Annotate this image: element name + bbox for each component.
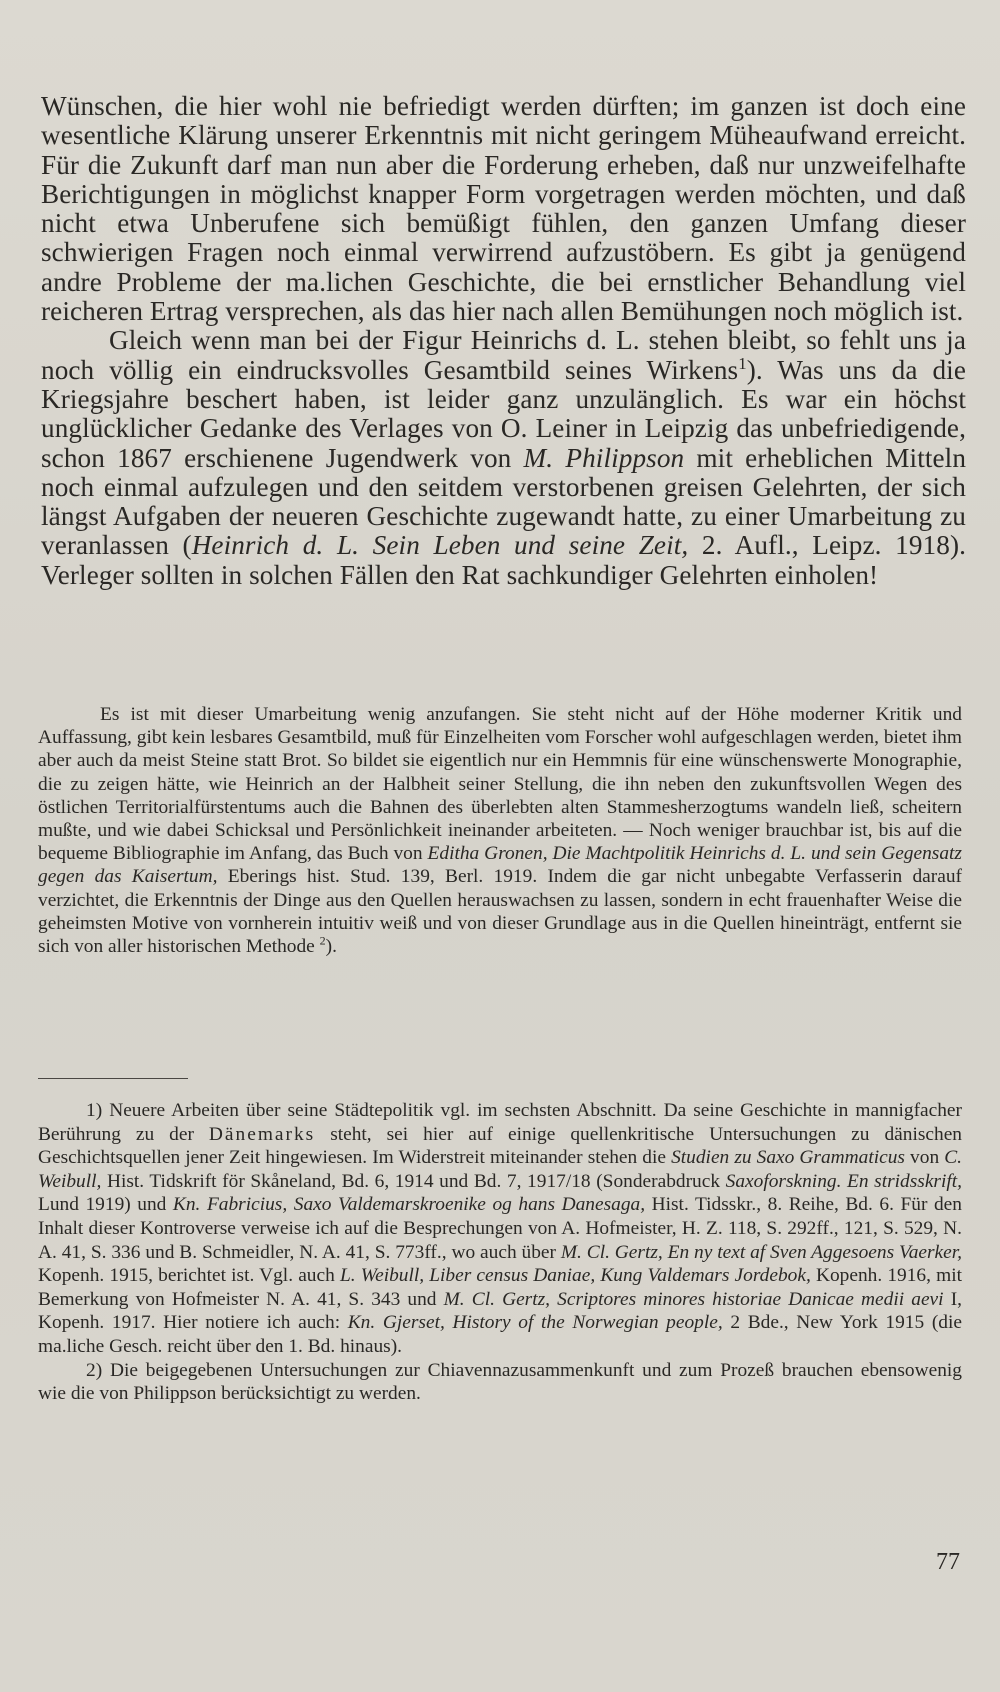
small-text-b: Eberings hist. Stud. 139, Berl. 1919. Indem die gar nicht unbegabte Verfasserin darauf verzichtet, die Erkenntnis der Dinge aus den Quellen herauswachsen zu lassen, sondern in echt frauenhafter Weise die geheimsten Motive von vornherein intuitiv weiß und von dieser Grundlage aus in die Quellen hineinträgt, entfernt sie sich von aller historischen Methode — [38, 866, 962, 958]
footnote-1-text-h: Kopenh. 1916, mit Bemerkung von Hofmeister N. A. 41, S. 343 und — [38, 1265, 962, 1310]
footnote-2-text: Die beigegebenen Untersuchungen zur Chiavennazusammenkunft und zum Prozeß brauchen ebensowenig wie die von Philippson berücksichtigt zu werden. — [38, 1359, 962, 1405]
footnote-1-text-a: Neuere Arbeiten über seine Städtepolitik vgl. im sechsten Abschnitt. Da seine Geschichte in mannigfacher Berührung zu der — [38, 1100, 962, 1145]
page-number: 77 — [936, 1549, 960, 1575]
main-text-block — [41, 92, 966, 590]
footnote-ref-2: 2 — [319, 933, 326, 948]
footnote-1-text-j: I, Kopenh. 1917. Hier notiere ich auch: — [38, 1288, 962, 1334]
footnote-1-text-f: Hist. Tidsskr., 8. Reihe, Bd. 6. Für den Inhalt dieser Kontroverse verweise ich auf die Besprechungen von A. Hofmeister, H. Z. 118, S. 292ff., 121, S. 529, N. A. 41, S. 336 und B. Schmeidler, N. A. 41, S. 773ff., wo auch über — [38, 1194, 962, 1263]
paragraph-2-text-a: Gleich wenn man bei der Figur Heinrichs d. L. stehen bleibt, so fehlt uns ja noch völlig ein eindrucksvolles Gesamtbild seines Wirkens — [41, 325, 966, 385]
footnote-1-text-b: steht, sei hier auf einige quellenkritische Untersuchungen zu dänischen Geschichtsquellen jener Zeit hingewiesen. Im Widerstreit miteinander stehen die — [38, 1123, 962, 1169]
footnote-1-text-d: Hist. Tidskrift för Skåneland, Bd. 6, 1914 und Bd. 7, 1917/18 (Sonderabdruck — [101, 1170, 726, 1192]
footnote-1-text-k: 2 Bde., New York 1915 (die ma.liche Gesch. reicht über den 1. Bd. hinaus). — [38, 1312, 962, 1357]
small-text-c: ). — [325, 936, 337, 958]
small-paragraph — [38, 703, 962, 958]
footnote-1-spaced-word: Dänemarks — [208, 1123, 316, 1145]
paragraph-2 — [41, 326, 966, 590]
footnotes-block — [38, 1099, 962, 1406]
footnote-1-italic-4: Kn. Fabricius, Saxo Valdemarskroenike og hans Danesaga, — [172, 1194, 646, 1216]
footnote-1-text-e: Lund 1919) und — [38, 1194, 173, 1216]
small-text-a: Es ist mit dieser Umarbeitung wenig anzufangen. Sie steht nicht auf der Höhe moderner Kritik und Auffassung, gibt kein lesbares Gesamtbild, muß für Einzelheiten vom Forscher wohl aufgeschlagen werden, bietet ihm aber auch da meist Steine statt Brot. So bildet sie eigentlich nur ein Hemmnis für eine wünschenswerte Monographie, die zu zeigen hätte, wie Heinrich an der Halbheit seiner Stellung, die ihn neben den zukunftsvollen Wegen des östlichen Territorialfürstentums auch die Bahnen des überlebten alten Stammesherzogtums wandeln ließ, scheitern mußte, und wie dabei Schicksal und Persönlichkeit ineinander arbeiteten. — Noch weniger brauchbar ist, bis auf die bequeme Bibliographie im Anfang, das Buch von — [38, 704, 962, 865]
footnote-1-text-c: von — [904, 1147, 945, 1169]
footnote-1-italic-8: Kn. Gjerset, History of the Norwegian people, — [347, 1312, 723, 1334]
cited-title-machtpolitik: Die Machtpolitik Heinrichs d. L. und sein Gegensatz gegen das Kaisertum, — [38, 843, 962, 888]
footnote-1-italic-5: M. Cl. Gertz, En ny text af Sven Aggesoens Vaerker, — [560, 1241, 962, 1263]
footnote-1 — [38, 1099, 962, 1359]
paragraph-2-text-d: 2. Aufl., Leipz. 1918). Verleger sollten in solchen Fällen den Rat sachkundiger Gelehrten einholen! — [41, 530, 966, 590]
footnote-1-italic-2: C. Weibull, — [38, 1147, 963, 1192]
paragraph-2-text-b: ). Was uns da die Kriegsjahre beschert haben, ist leider ganz unzulänglich. Es war ein höchst unglücklicher Gedanke des Verlages von O. Leiner in Leipzig das unbefriedigende, schon 1867 erschienene Jugendwerk von — [41, 354, 966, 473]
footnote-1-text-g: Kopenh. 1915, berichtet ist. Vgl. auch — [38, 1265, 340, 1287]
paragraph-2-text-c: mit erheblichen Mitteln noch einmal aufzulegen und den seitdem verstorbenen greisen Gelehrten, der sich längst Aufgaben der neueren Geschichte zugewandt hatte, zu einer Umarbeitung zu veranlassen ( — [41, 442, 967, 561]
footnote-ref-1: 1 — [738, 353, 747, 373]
paragraph-1-text: Wünschen, die hier wohl nie befriedigt werden dürften; im ganzen ist doch eine wesentliche Klärung unserer Erkenntnis mit nicht geringem Müheaufwand erreicht. Für die Zukunft darf man nun aber die Forderung erheben, daß nur unzweifelhafte Berichtigungen in möglichst knapper Form vorgetragen werden möchten, und daß nicht etwa Unberufene sich bemüßigt fühlen, den ganzen Umfang dieser schwierigen Fragen noch einmal verwirrend aufzustöbern. Es gibt ja genügend andre Probleme der ma.lichen Geschichte, die bei ernstlicher Behandlung viel reicheren Ertrag versprechen, als das hier nach allen Bemühungen noch möglich ist. — [41, 91, 966, 327]
footnote-1-number: 1) — [86, 1100, 103, 1121]
cited-author-philippson: M. Philippson — [523, 442, 685, 473]
footnote-1-italic-6: L. Weibull, Liber census Daniae, Kung Valdemars Jordebok, — [339, 1265, 811, 1287]
cited-title-heinrich: Heinrich d. L. Sein Leben und seine Zeit, — [191, 530, 689, 561]
small-print-block — [38, 703, 962, 958]
paragraph-1 — [41, 92, 966, 326]
cited-author-gronen: Editha Gronen, — [427, 843, 548, 865]
footnote-2-number: 2) — [86, 1359, 103, 1381]
footnote-separator — [38, 1078, 188, 1079]
footnote-1-italic-1: Studien zu Saxo Grammaticus — [671, 1147, 905, 1169]
footnote-2 — [38, 1359, 962, 1406]
footnote-1-italic-3: Saxoforskning. En stridsskrift, — [725, 1170, 962, 1192]
footnote-1-italic-7: M. Cl. Gertz, Scriptores minores historiae Danicae medii aevi — [443, 1288, 944, 1310]
